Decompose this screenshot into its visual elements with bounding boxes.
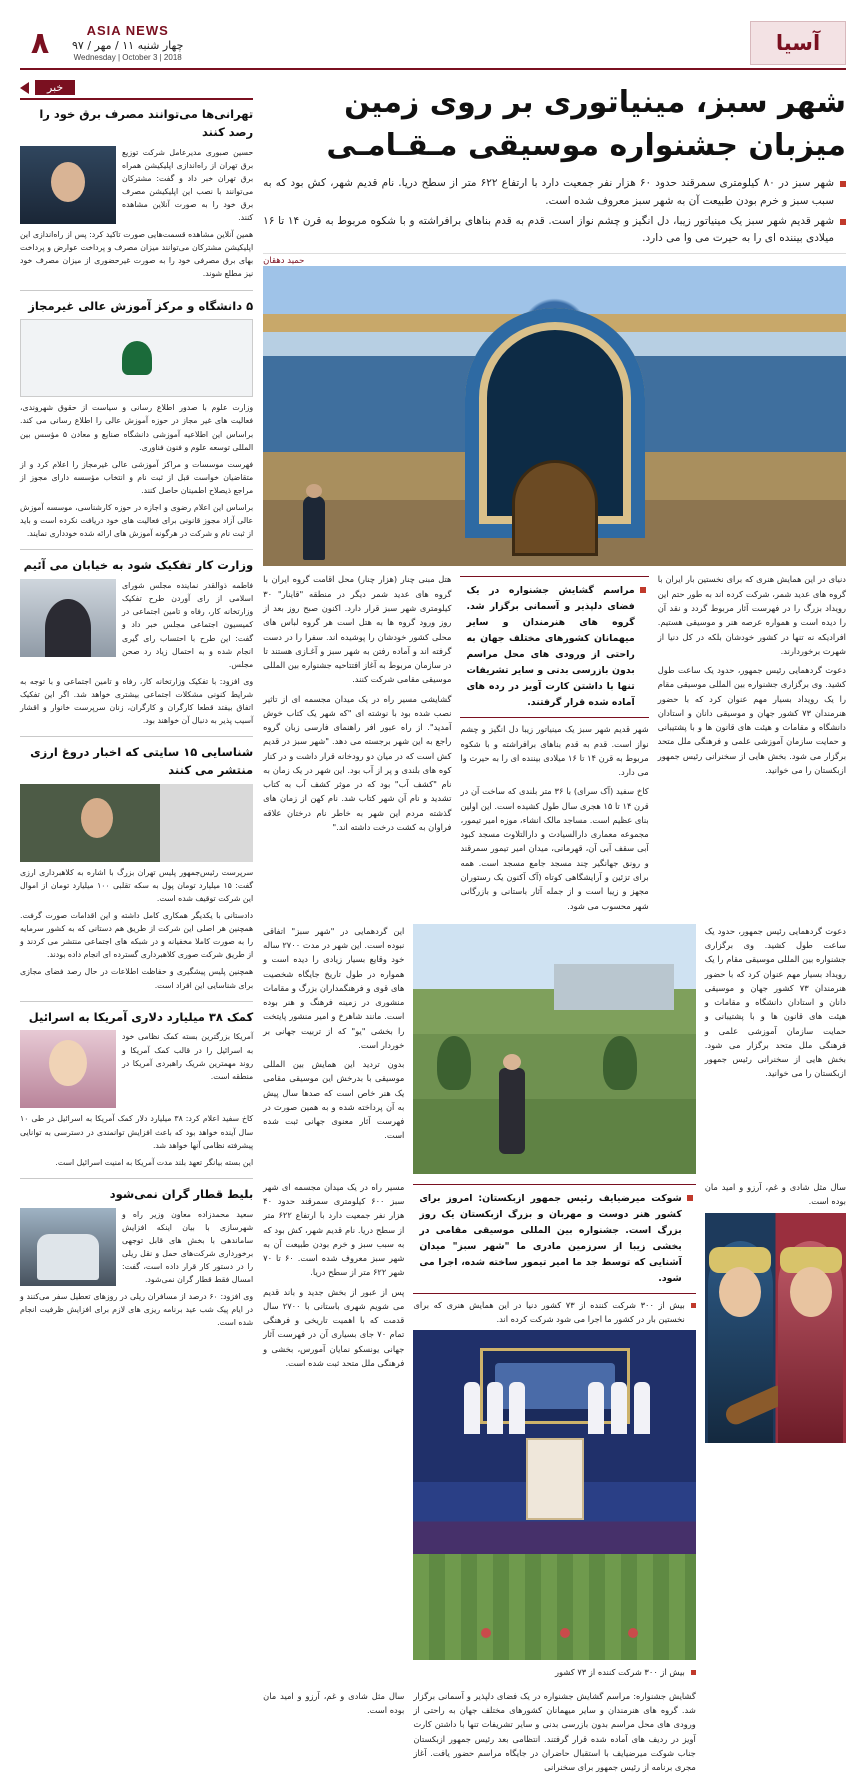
issue-date <box>72 23 183 63</box>
column-left <box>658 572 846 917</box>
headline-line-1: شهر سبز، مینیاتوری بر روی زمین <box>344 85 846 120</box>
paragraph: سرپرست رئیس‌جمهور پلیس تهران بزرگ با اشاره به کلاهبرداری ارزی گفت: ۱۵ میلیارد تومان پول به سکه تقلبی ۱۰۰ میلیارد تومان از اموال این شرکت توقیف شده است. <box>20 867 254 903</box>
news-body <box>20 866 253 992</box>
news-body-wrap <box>20 1208 253 1291</box>
musician-left <box>708 1241 773 1443</box>
news-body-cont <box>20 1290 253 1329</box>
performer-figure <box>634 1382 650 1434</box>
news-photo-wrap <box>20 579 116 675</box>
paragraph: این گردهمایی در "شهر سبز" اتفاقی نبوده است. این شهر در مدت ۲۷۰۰ ساله خود وقایع بسیار زیادی را دیده است و همواره در طول تاریخ جایگاه شخصیت های قوی و فرهنگمداران بزرگ و مقامات منشوری در زمینه فرهنگ و هنر بوده است. مانند شاهرخ و امیر منشور پایتخت را بخشی "یو" که از تربیت جهانی بر خوردار است. <box>263 925 405 1050</box>
footer-col-mid <box>413 1689 695 1780</box>
tree-shape <box>603 1036 637 1090</box>
news-title: کمک ۳۸ میلیارد دلاری آمریکا به اسرائیل <box>28 1009 254 1024</box>
news-body <box>20 401 253 540</box>
column-middle-text <box>460 722 648 912</box>
column-left-2-text <box>705 924 846 1081</box>
sidebar-news-item[interactable] <box>20 1186 253 1330</box>
news-title: وزارت کار تفکیک شود به خیابان می آئیم <box>23 558 254 573</box>
divider <box>20 1001 253 1002</box>
sidebar-section-label: خبر <box>35 80 75 95</box>
footer-text-mid <box>413 1689 695 1775</box>
photo-mosque-gate <box>263 266 846 566</box>
news-photo-wrap <box>20 1208 116 1291</box>
emblem-icon <box>122 341 152 375</box>
paragraph: گشایش جشنواره: مراسم گشایش جشنواره در یک فضای دلپذیر و آسمانی برگزار شد. گروه های هنرمندان و سایر میهمانان کشورهای مختلف جهان به راحتی از ورودی های محل مراسم بدون بازرسی بدنی و سایر تشریفات تنها با داشتن کارت آویز در ردیف های آماده شده قرار گرفتند. انتظامی بعد رئیس جمهور ازبکستان جناب شوکت میرضیایف با استقبال حاضران در جایگاه مراسم حضور یافت. آغاز مجری برنامه از رئیس جمهور برای سخنرانی <box>413 1690 696 1773</box>
performer-figure <box>611 1382 627 1434</box>
pullquote-opening-ceremony: مراسم گشایش جشنواره در یک فضای دلپذیر و آسمانی برگزار شد. گروه های هنرمندان و سایر میهمانان کشورهای مختلف جهان به راحتی از ورودی های محل مراسم بدون بازرسی بدنی و سایر تشریفات تنها با داشتن کارت آویز در رده های آماده شده قرار گرفتند. <box>460 576 648 718</box>
paragraph: آمریکا بزرگترین بسته کمک نظامی خود به اسرائیل را در قالب کمک آمریکا و روند مهمترین شریک راهبردی آمریکا در منطقه است. <box>122 1032 254 1081</box>
paragraph: سعید محمدزاده معاون وزیر راه و شهرسازی با بیان اینکه افزایش ساماندهی با بخش های قابل توجهی برخورداری شرکت‌های حمل و نقل ریلی را در دستور کار قرار داده است، گفت: امسال فقط قطار گران نمی‌شود. <box>122 1209 254 1285</box>
photo-man-speaking <box>20 146 116 224</box>
sidebar-news-item[interactable] <box>20 106 253 281</box>
lede-item: شهر سبز در ۸۰ کیلومتری سمرقند حدود ۶۰ هزار نفر جمعیت دارد با ارتفاع ۶۲۲ متر از سطح دریا. نام قدیم شهر، کش بود که به سبب سبز و خرم بودن طبیعت آن به شهر سبز معروف شده است. <box>263 175 846 210</box>
column-left-3-text <box>705 1180 846 1209</box>
paragraph: کاخ سفید (آک سرای) با ۳۶ متر بلندی که ساخت آن در قرن ۱۴ تا ۱۵ هجری سال طول کشیده است. این اولین بنای عظیم است. مساجد مالک انشاء، موزه امیر تیمور، مجموعه معماری دارالسیادت و دارالتلاوت مسجد کبود آبی سقف آبی آن، قهرمانی، میدان امیر تیمور سمرقند و رونق جهانگیر چند مسجد جامع مسجد است. همه برای تزئین و آرایشگاهی کوتاه (آک آکنون یک رستوران مجهز و زیبا است و از جمله آثار باستانی و بازرگانی شهر محسوب می شود. <box>460 786 649 911</box>
divider <box>20 549 253 550</box>
paragraph: دنیای در این همایش هنری که برای نخستین بار ایران با گروه های عدید شمر، شرکت کرده اند به طور حتم این رویداد بزرگ را در فهرست آثار مربوط گردد و نقد آن را دیده است و همواره عرصه هنر و موسیقی هستیم. افرادیکه نه تنها در کشور خودشان بلکه در کل دنیا از شهرت برخوردارند. <box>657 574 846 656</box>
column-left-text <box>658 572 846 777</box>
divider <box>20 290 253 291</box>
news-body-wrap <box>20 1030 253 1112</box>
musician-right <box>778 1241 843 1443</box>
news-body-wrap <box>20 146 253 229</box>
paragraph: شهر قدیم شهر سبز یک مینیاتور زیبا دل انگیز و چشم نواز است. قدم به قدم بناهای برافراشته و با شکوه مربوط به قرن ۱۴ تا ۱۶ میلادی بیننده ای را به حیرت وا می دارد. <box>460 724 649 778</box>
paragraph: همین آنلاین مشاهده قسمت‌هایی صورت تاکید کرد: پس از راه‌اندازی این اپلیکیشن مشترکان می‌توانند میزان مصرف و پرداخت عوارض و پرداخت بهای برق مصرفی خود را به صورت غیرحضوری از میزان مصرف خود نیز مطلع شوند. <box>20 230 254 279</box>
news-title: تهرانی‌ها می‌توانند مصرف برق خود را رصد کنند <box>39 107 254 139</box>
headline-line-2: میزبان جشنواره موسیقی مـقـامـی <box>326 127 846 163</box>
building-shape <box>554 964 674 1010</box>
column-right <box>263 572 451 917</box>
paragraph: پس از عبور از بخش جدید و باند قدیم می شویم شهری باستانی با ۲۷۰۰ سال قدمت که با اهمیت تاریخی و فرهنگی تمام ۷۰ جای بسیاری آن در فهرست آثار جهانی یونسکو نمایان آمورس، بخشی و فرهنگی ملل متحد ثبت شده است. <box>263 1286 405 1368</box>
performer-figure <box>509 1382 525 1434</box>
masthead-right <box>20 23 183 63</box>
paragraph: دعوت گردهمایی رئیس جمهور، حدود یک ساعت طول کشید. وی برگزاری جشنواره بین المللی موسیقی مقام را یک رویداد بسیار مهم عنوان کرد که با حضور هنرمندان ۷۳ کشور جهان و موسیقی دانان و استادان دانشگاه و مقامات و هیئت های قانون ها و با پشتیبانی و حمایت سازمان آموزشی علمی و فرهنگی ملل متحد برگزار می شود. بخش هایی از سخنرانی رئیس جمهور ازبکستان را می خوانید. <box>657 665 846 775</box>
paragraph: همچنین پلیس پیشگیری و حفاظت اطلاعات در حال رصد فضای مجازی برای شناسایی این افراد است. <box>20 967 254 990</box>
article-columns-top <box>263 572 846 917</box>
footer-col-left <box>705 1689 846 1780</box>
news-body <box>122 579 253 675</box>
paragraph: وی افزود: با تفکیک وزارتخانه کار، رفاه و تامین اجتماعی و با توجه به شرایط کنونی مشکلات اجتماعی بیشتری خواهد شد. اگر این تفکیک اتفاق بیفتد قطعا کارگران و کارگران، زنان سرپرست خانوار و اقشار آسیب پذیر به دنبال آن خواهند بود. <box>20 676 254 726</box>
news-sidebar <box>20 80 254 1328</box>
page-body <box>20 80 846 1773</box>
paragraph: دعوت گردهمایی رئیس جمهور، حدود یک ساعت طول کشید. وی برگزاری جشنواره بین المللی موسیقی مقام را یک رویداد بسیار مهم عنوان کرد که با حضور هنرمندان ۷۳ کشور جهان و موسیقی دانان و استادان دانشگاه و مقامات و هیئت های قانون ها و با پشتیبانی و حمایت سازمان آموزشی علمی و فرهنگی ملل متحد برگزار می شود. بخش هایی از سخنرانی رئیس جمهور ازبکستان را می خوانید. <box>704 925 846 1079</box>
face-shape <box>719 1267 761 1317</box>
news-body <box>122 146 253 229</box>
paragraph: هتل مبنی چنار (هزار چنار) محل اقامت گروه ایران با گروه های عدید شمر دیگر در منطقه "قاینار" ۳۰ کیلومتری شهر سبز قرار دارد. اکنون صبح روز بعد از روز ورود گروه ها به هتل است هر گروه لباس های محلی کشور خودشان را پوشیده اند. سفرا را در دست گرفته اند و آماده رفتن به شهر سبز و آغـازی هستند تا در سازمان مربوط به آغاز افتتاحیه جشنواره بین المللی موسیقی مقامی شرکت کنند. <box>263 574 452 685</box>
lede-item: شهر قدیم شهر سبز یک مینیاتور زیبا، دل انگیز و چشم نواز است. قدم به قدم بناهای برافراشته و با شکوه مربوط به قرن ۱۴ تا ۱۶ میلادی بیننده ای را به حیرت می وا می دارد. <box>263 213 846 248</box>
logo-text: آسیا <box>775 31 821 55</box>
footer-col-right <box>263 1689 404 1780</box>
mosque-door <box>512 460 598 556</box>
performers-row <box>413 1382 695 1438</box>
flower-shape <box>628 1628 638 1638</box>
article-columns-middle <box>263 924 846 1174</box>
news-title: شناسایی ۱۵ سایتی که اخبار دروغ ارزی منتشر می کنند <box>30 745 254 777</box>
article-columns-bottom <box>263 1180 846 1683</box>
news-body-wrap <box>20 579 253 675</box>
photo-ministry-logo <box>20 319 253 397</box>
photo-park-wrap <box>413 924 695 1174</box>
photo-opening-ceremony <box>413 1330 695 1660</box>
main-article <box>263 80 846 1773</box>
pullquote-president-quote: شوکت میرضیایف رئیس جمهور ازبکستان: امروز برای کشور هنر دوست و مهربان و بزرگ ازبکستان یک روز بزرگ است. جشنواره بین المللی موسیقی مقامی در بخشی زیبا از سرزمین مادری ما "شهر سبز" میدان آشنایی که توسط جد ما امیر تیمور ساخته شده، اجرا می شود. <box>413 1184 695 1294</box>
triangle-marker-icon <box>20 82 29 94</box>
article-byline: حمید دهقان <box>263 253 846 266</box>
paragraph: وی افزود: ۶۰ درصد از مسافران ریلی در روزهای تعطیل سفر می‌کنند و در ایام پیک شب عید برنامه ریزی های لازم برای افزایش ظرفیت انجام شده است. <box>20 1292 254 1328</box>
flower-garden <box>413 1554 695 1660</box>
mosque-guard <box>303 496 325 560</box>
news-photo-wrap <box>20 146 116 229</box>
paragraph: کاخ سفید اعلام کرد: ۳۸ میلیارد دلار کمک آمریکا به اسرائیل در طی ۱۰ سال آینده خواهد بود که باعث افزایش توانمندی در دسترسی به توانایی پیشرفته نظامی آنها خواهد شد. <box>20 1114 254 1150</box>
news-title: ۵ دانشگاه و مرکز آموزش عالی غیرمجاز <box>28 298 254 313</box>
face-shape <box>790 1267 832 1317</box>
photo-musicians <box>705 1213 846 1443</box>
column-right-3 <box>263 1180 404 1683</box>
paragraph: دادستانی با یکدیگر همکاری کامل داشته و این اقدامات صورت گرفت. همچنین هر اصلی این شرکت از طریق هم دستانی که به کشور سرمایه را به صورت کاملا مخفیانه و در شبکه های اجتماعی منتشر می کردند و از طریق شرکت صوری کلاهبرداری گسترده ای انجام داده بودند. <box>20 911 254 960</box>
photo-park-delegation <box>413 924 695 1174</box>
paragraph: فاطمه ذوالقدر نماینده مجلس شورای اسلامی از رای آوردن طرح تفکیک وزارتخانه کار، رفاه و تامین اجتماعی در کمیسیون اجتماعی مجلس خبر داد و گفت: این طرح با احتساب رای گیری انجام شده و به احتمال زیاد رد صحن مجلس. <box>122 581 254 669</box>
divider <box>20 1178 253 1179</box>
article-headline <box>263 82 846 167</box>
column-center-3 <box>413 1180 695 1683</box>
page-number: ۸ <box>30 25 50 61</box>
paragraph: مسیر راه در یک میدان مجسمه ای شهر سبز ۶۰۰ کیلومتری سمرقند حدود ۴۰ هزار نفر جمعیت دارد با ارتفاع ۶۲۲ متر از سطح دریا. نام قدیم شهر، کش بود که به سبب سبز و خرم بودن طبیعت آن به شهر سبز معروف شده است. ۶۰ تا ۷۰ شهر ۶۲۲ متر از سطح دریا. <box>263 1181 405 1278</box>
paragraph: حسین صبوری مدیرعامل شرکت توزیع برق تهران از راه‌اندازی اپلیکیشن همراه برق تهران خبر داد و گفت: مشترکان می‌توانند با نصب این اپلیکیشن مصرف برق خود را به صورت آنلاین مشاهده کنند. <box>122 147 254 223</box>
flower-shape <box>560 1628 570 1638</box>
performer-figure <box>588 1382 604 1434</box>
date-farsi: چهار شنبه ۱۱ / مهر / ۹۷ <box>72 39 184 53</box>
article-lede <box>263 175 846 247</box>
footer-text-right <box>263 1689 404 1718</box>
column-right-2 <box>263 924 404 1174</box>
newspaper-logo <box>750 21 846 65</box>
photo-military-officer <box>20 784 253 862</box>
column-right-2-text <box>263 924 404 1143</box>
paragraph: گشایشی مسیر راه در یک میدان مجسمه ای از تاثیر نصب شده بود با نوشته ای "که شهر یک کتاب خوش آمدید". از راه عبور افر راهنمای فارسی زبان گروه راجع به این شهر برجسته می دهد. "شهر سبز در قدیم کش است که در میان دو رودخانه قرار داشت و در کنار کوه های بلندی و پر از آب بود. این شهر در یک زمان به نام "کشف آب" بود که در موثر کشف آب به کتاب تشدید و نام آن شهر کتاب شد. نام کهن از زمان های گذشته مردم این شهر به خاطر نام درختان علاقه فراوان به کشت درخت داشته اند." <box>263 693 452 832</box>
paragraph: فهرست موسسات و مراکز آموزشی عالی غیرمجاز را اعلام کرد و از متقاضیان خواست قبل از ثبت نام و انتخاب مؤسسه دارای مجوز از مراجع ذیصلاح اطمینان حاصل کنند. <box>20 459 254 495</box>
news-title: بلیط قطار گران نمی‌شود <box>109 1186 254 1201</box>
paragraph: وزارت علوم با صدور اطلاع رسانی و سیاست از حقوق شهروندی، فعالیت های غیر مجاز در حوزه آموزش عالی را اطلاع رسانی می کند. براساس این اطلاعیه آموزشی دانشگاه صنایع و معادن ۵ مؤسس بین المللی توسعه علوم و فنون فناوری. <box>20 403 254 452</box>
sidebar-header <box>20 80 253 100</box>
sidebar-news-item[interactable] <box>20 557 253 727</box>
column-middle <box>460 572 648 917</box>
date-english: Wednesday | October 3 | 2018 <box>73 53 182 62</box>
news-body-cont <box>20 1112 253 1168</box>
paragraph: براساس این اعلام رضوی و اجازه در حوزه کارشناسی، موسسه آموزش عالی آزاد مجوز قانونی برای فعالیت های خود دریافت نکرده است و باید از ثبت نام و شرکت در هرگونه آموزش های ارائه شده خودداری نمایند. <box>20 503 254 539</box>
news-photo-wrap <box>20 1030 116 1112</box>
speaker-podium <box>526 1438 584 1520</box>
paragraph: سال مثل شادی و غم، آرزو و امید مان بوده است. <box>263 1690 405 1716</box>
performer-figure <box>487 1382 503 1434</box>
sidebar-news-item[interactable] <box>20 298 253 541</box>
photo-train-platform <box>20 1208 116 1286</box>
article-columns-footer <box>263 1689 846 1780</box>
column-right-text <box>263 572 451 834</box>
news-body <box>122 1208 253 1291</box>
sidebar-news-item[interactable] <box>20 744 253 991</box>
flower-shape <box>481 1628 491 1638</box>
paragraph: بدون تردید این همایش بین المللی موسیقی با بدرخش این موسیقی مقامی یک هنر خاص است که صدها سال پیش به آن پرداخته شده و به همین صورت در فهرست آثار معنوی جهانی ثبت شده است. <box>263 1059 405 1141</box>
performer-figure <box>464 1382 480 1434</box>
column-left-3 <box>705 1180 846 1683</box>
bullet-participants-2: بیش از ۳۰۰ شرکت کننده از ۷۳ کشور <box>413 1665 695 1679</box>
news-body <box>122 1030 253 1112</box>
masthead-left <box>750 21 846 65</box>
divider <box>20 736 253 737</box>
masthead <box>20 18 846 70</box>
news-body-cont <box>20 675 253 727</box>
tree-shape <box>437 1036 471 1090</box>
photo-woman-portrait <box>20 579 116 657</box>
bullet-participants: بیش از ۳۰۰ شرکت کننده از ۷۳ کشور دنیا در این همایش هنری که برای نخستین بار در کشور ما اجرا می شود شرکت کرده اند. <box>413 1298 695 1326</box>
brand-name-en: ASIA NEWS <box>86 23 169 38</box>
paragraph: سال مثل شادی و غم، آرزو و امید مان بوده است. <box>704 1181 846 1207</box>
photo-blonde-woman <box>20 1030 116 1108</box>
news-body-cont <box>20 228 253 280</box>
person-figure <box>499 1068 525 1154</box>
column-right-3-text <box>263 1180 404 1370</box>
sidebar-news-item[interactable] <box>20 1009 253 1169</box>
paragraph: این بسته بیانگر تعهد بلند مدت آمریکا به امنیت اسرائیل است. <box>55 1157 254 1167</box>
column-left-2 <box>705 924 846 1174</box>
